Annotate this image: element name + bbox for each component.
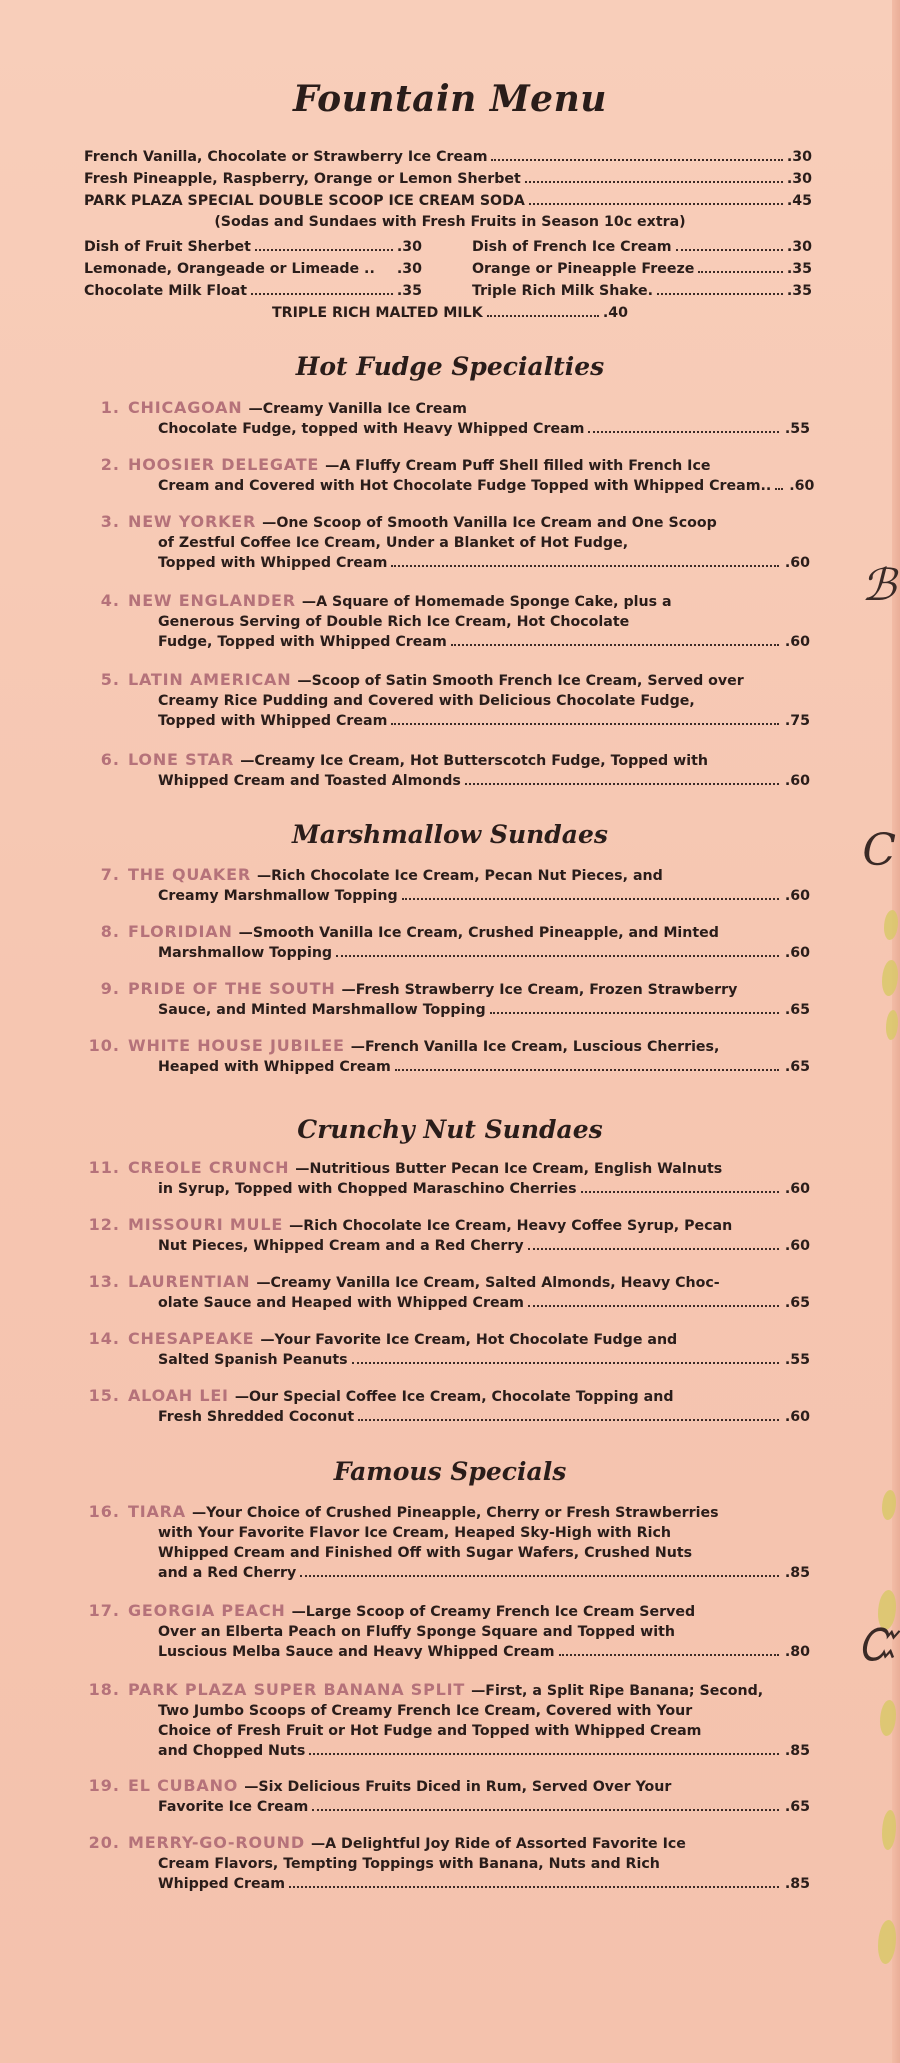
- item-line: [128, 1874, 810, 1894]
- item-text: —Nutritious Butter Pecan Ice Cream, English Walnuts: [295, 1161, 723, 1177]
- item-line: [128, 533, 810, 553]
- item-line: [128, 771, 810, 791]
- item-text: —Six Delicious Fruits Diced in Rum, Served Over Your: [244, 1779, 672, 1795]
- dot-leader: [465, 774, 779, 785]
- decorative-script-mark: C: [862, 825, 896, 876]
- fountain-item-price: .30: [396, 239, 422, 255]
- fountain-item-text: Fresh Pineapple, Raspberry, Orange or Lemon Sherbet: [84, 171, 521, 187]
- item-text: olate Sauce and Heaped with Whipped Cream: [158, 1295, 524, 1311]
- item-text: Generous Serving of Double Rich Ice Cream, Hot Chocolate: [158, 614, 630, 630]
- item-text: Fresh Shredded Coconut: [158, 1409, 355, 1425]
- fountain-left-row: [84, 238, 422, 256]
- section-title: Famous Specials: [333, 1457, 567, 1486]
- dot-leader: [588, 422, 778, 433]
- fountain-item-text: Orange or Pineapple Freeze: [472, 261, 695, 277]
- item-line: [128, 1601, 810, 1622]
- item-line: [128, 1622, 810, 1642]
- item-description: [128, 922, 810, 963]
- item-number: 17.: [88, 1601, 120, 1620]
- item-line: [128, 1215, 810, 1236]
- item-text: —Large Scoop of Creamy French Ice Cream Served: [291, 1604, 696, 1620]
- item-line: [128, 591, 810, 612]
- item-line: [128, 691, 810, 711]
- item-line: [128, 750, 810, 771]
- item-line: [128, 1000, 810, 1020]
- dot-leader: [358, 1410, 779, 1421]
- item-text: Heaped with Whipped Cream: [158, 1059, 391, 1075]
- item-text: Two Jumbo Scoops of Creamy French Ice Cream, Covered with Your: [158, 1703, 693, 1719]
- item-price: .65: [784, 1799, 810, 1815]
- item-name: LATIN AMERICAN: [128, 670, 292, 689]
- item-line: [128, 922, 810, 943]
- dot-leader: [352, 1353, 779, 1364]
- item-line: [128, 1272, 810, 1293]
- item-description: [128, 865, 810, 906]
- item-text: —Our Special Coffee Ice Cream, Chocolate Topping and: [234, 1389, 674, 1405]
- item-text: Whipped Cream and Finished Off with Sugar Wafers, Crushed Nuts: [158, 1545, 693, 1561]
- item-price: .60: [784, 888, 810, 904]
- fountain-item-price: .40: [602, 305, 628, 321]
- item-text: —One Scoop of Smooth Vanilla Ice Cream and One Scoop: [262, 515, 717, 531]
- decorative-script-mark: ℬ: [861, 560, 896, 611]
- item-line: [128, 1642, 810, 1662]
- item-text: —First, a Split Ripe Banana; Second,: [471, 1683, 764, 1699]
- item-description: [128, 979, 810, 1020]
- item-description: [128, 455, 815, 496]
- item-text: —Rich Chocolate Ice Cream, Pecan Nut Pieces, and: [256, 868, 663, 884]
- fountain-item-price: .45: [786, 193, 812, 209]
- dot-leader: [525, 172, 783, 183]
- dot-leader: [775, 479, 783, 490]
- item-description: [128, 591, 810, 652]
- item-line: [128, 1680, 810, 1701]
- item-line: [128, 1523, 810, 1543]
- item-line: [128, 1350, 810, 1370]
- dot-leader: [300, 1566, 779, 1577]
- item-number: 15.: [88, 1386, 120, 1405]
- fountain-right-row: [472, 282, 812, 300]
- item-text: in Syrup, Topped with Chopped Maraschino Cherries: [158, 1181, 577, 1197]
- dot-leader: [528, 1239, 779, 1250]
- item-number: 12.: [88, 1215, 120, 1234]
- item-line: [128, 1741, 810, 1761]
- item-line: [128, 1721, 810, 1741]
- item-text: —Creamy Vanilla Ice Cream: [248, 401, 467, 417]
- item-text: of Zestful Coffee Ice Cream, Under a Blanket of Hot Fudge,: [158, 535, 629, 551]
- dot-leader: [657, 284, 783, 295]
- item-text: Marshmallow Topping: [158, 945, 333, 961]
- item-text: Cream and Covered with Hot Chocolate Fudge Topped with Whipped Cream..: [158, 478, 772, 494]
- item-text: —A Square of Homemade Sponge Cake, plus a: [301, 594, 672, 610]
- item-line: [128, 1329, 810, 1350]
- item-text: —A Delightful Joy Ride of Assorted Favorite Ice: [310, 1836, 686, 1852]
- item-line: [128, 886, 810, 906]
- fountain-item-text: PARK PLAZA SPECIAL DOUBLE SCOOP ICE CREAM SODA: [84, 193, 525, 209]
- item-description: [128, 1329, 810, 1370]
- fountain-item-price: .30: [786, 239, 812, 255]
- item-price: .55: [784, 421, 810, 437]
- item-text: Over an Elberta Peach on Fluffy Sponge Square and Topped with: [158, 1624, 676, 1640]
- item-line: [128, 711, 810, 731]
- item-text: with Your Favorite Flavor Ice Cream, Heaped Sky-High with Rich: [158, 1525, 671, 1541]
- item-name: THE QUAKER: [128, 865, 251, 884]
- item-line: [128, 1833, 810, 1854]
- item-price: .55: [784, 1352, 810, 1368]
- item-text: and Chopped Nuts: [158, 1743, 306, 1759]
- item-price: .60: [784, 555, 810, 571]
- item-name: CHESAPEAKE: [128, 1329, 255, 1348]
- dot-leader: [528, 1296, 779, 1307]
- item-number: 8.: [100, 922, 120, 941]
- item-line: [128, 1293, 810, 1313]
- item-text: —French Vanilla Ice Cream, Luscious Cherries,: [350, 1039, 720, 1055]
- fountain-item-text: Dish of French Ice Cream: [472, 239, 672, 255]
- item-number: 11.: [88, 1158, 120, 1177]
- dot-leader: [289, 1877, 779, 1888]
- item-description: [128, 1215, 810, 1256]
- item-name: EL CUBANO: [128, 1776, 239, 1795]
- dot-leader: [698, 262, 783, 273]
- menu-title: Fountain Menu: [293, 78, 607, 120]
- dot-leader: [491, 150, 782, 161]
- section-title: Marshmallow Sundaes: [292, 820, 608, 849]
- fountain-item-price: .35: [786, 283, 812, 299]
- item-number: 13.: [88, 1272, 120, 1291]
- item-name: CREOLE CRUNCH: [128, 1158, 290, 1177]
- item-price: .65: [784, 1059, 810, 1075]
- item-line: [128, 1543, 810, 1563]
- item-number: 4.: [100, 591, 120, 610]
- item-line: [128, 1179, 810, 1199]
- item-line: [128, 1236, 810, 1256]
- item-name: FLORIDIAN: [128, 922, 233, 941]
- item-text: Cream Flavors, Tempting Toppings with Banana, Nuts and Rich: [158, 1856, 660, 1872]
- item-description: [128, 750, 810, 791]
- item-line: [128, 632, 810, 652]
- item-description: [128, 398, 810, 439]
- item-line: [128, 1701, 810, 1721]
- item-text: Fudge, Topped with Whipped Cream: [158, 634, 447, 650]
- item-line: [128, 1854, 810, 1874]
- item-line: [128, 1563, 810, 1583]
- item-line: [128, 1776, 810, 1797]
- fountain-row: [84, 192, 812, 210]
- dot-leader: [402, 889, 779, 900]
- fountain-item-price: .30: [786, 149, 812, 165]
- dot-leader: [581, 1182, 779, 1193]
- fountain-item-text: Lemonade, Orangeade or Limeade ..: [84, 261, 375, 277]
- fountain-right-row: [472, 260, 812, 278]
- item-price: .60: [784, 945, 810, 961]
- item-price: .75: [784, 713, 810, 729]
- item-number: 19.: [88, 1776, 120, 1795]
- dot-leader: [379, 262, 393, 273]
- fountain-left-row: [84, 260, 422, 278]
- section-title: Hot Fudge Specialties: [295, 352, 605, 381]
- item-number: 16.: [88, 1502, 120, 1521]
- dot-leader: [395, 1060, 779, 1071]
- item-number: 1.: [100, 398, 120, 417]
- item-name: TIARA: [128, 1502, 186, 1521]
- fountain-item-text: French Vanilla, Chocolate or Strawberry Ice Cream: [84, 149, 488, 165]
- dot-leader: [559, 1645, 779, 1656]
- item-text: —Your Favorite Ice Cream, Hot Chocolate Fudge and: [260, 1332, 678, 1348]
- item-text: —A Fluffy Cream Puff Shell filled with French Ice: [325, 458, 711, 474]
- item-price: .60: [784, 773, 810, 789]
- item-text: Luscious Melba Sauce and Heavy Whipped Cream: [158, 1644, 555, 1660]
- item-line: [128, 1057, 810, 1077]
- item-number: 2.: [100, 455, 120, 474]
- item-name: LONE STAR: [128, 750, 235, 769]
- dot-leader: [676, 240, 783, 251]
- fountain-malted-row: [272, 304, 628, 322]
- item-text: —Your Choice of Crushed Pineapple, Cherry or Fresh Strawberries: [191, 1505, 719, 1521]
- item-price: .60: [784, 1181, 810, 1197]
- item-line: [128, 1158, 810, 1179]
- decorative-script-mark: Ꮸ: [858, 1620, 896, 1671]
- item-description: [128, 1502, 810, 1583]
- dot-leader: [391, 556, 778, 567]
- item-text: —Creamy Vanilla Ice Cream, Salted Almonds, Heavy Choc-: [256, 1275, 720, 1291]
- item-number: 3.: [100, 512, 120, 531]
- item-line: [128, 943, 810, 963]
- item-text: —Smooth Vanilla Ice Cream, Crushed Pineapple, and Minted: [238, 925, 719, 941]
- item-line: [128, 512, 810, 533]
- dot-leader: [487, 306, 599, 317]
- item-description: [128, 1601, 810, 1662]
- dot-leader: [451, 635, 779, 646]
- item-text: Whipped Cream and Toasted Almonds: [158, 773, 461, 789]
- item-number: 6.: [100, 750, 120, 769]
- item-line: [128, 612, 810, 632]
- item-line: [128, 419, 810, 439]
- item-description: [128, 1036, 810, 1077]
- item-price: .60: [784, 1238, 810, 1254]
- item-description: [128, 1833, 810, 1894]
- item-name: GEORGIA PEACH: [128, 1601, 286, 1620]
- item-line: [128, 865, 810, 886]
- fountain-row: [84, 148, 812, 166]
- fountain-item-text: Dish of Fruit Sherbet: [84, 239, 251, 255]
- item-price: .60: [789, 478, 815, 494]
- item-text: Creamy Marshmallow Topping: [158, 888, 398, 904]
- fountain-item-text: Triple Rich Milk Shake.: [472, 283, 653, 299]
- item-line: [128, 1797, 810, 1817]
- item-description: [128, 1272, 810, 1313]
- dot-leader: [312, 1800, 779, 1811]
- item-price: .85: [784, 1876, 810, 1892]
- item-text: —Fresh Strawberry Ice Cream, Frozen Strawberry: [341, 982, 738, 998]
- item-text: Topped with Whipped Cream: [158, 555, 388, 571]
- item-name: MERRY-GO-ROUND: [128, 1833, 305, 1852]
- dot-leader: [255, 240, 393, 251]
- fountain-item-text: Chocolate Milk Float: [84, 283, 248, 299]
- item-number: 10.: [88, 1036, 120, 1055]
- dot-leader: [336, 946, 779, 957]
- fountain-row: [84, 170, 812, 188]
- dot-leader: [251, 284, 393, 295]
- item-price: .65: [784, 1295, 810, 1311]
- item-text: —Creamy Ice Cream, Hot Butterscotch Fudge, Topped with: [240, 753, 708, 769]
- item-price: .60: [784, 1409, 810, 1425]
- item-price: .65: [784, 1002, 810, 1018]
- dot-leader: [529, 194, 783, 205]
- item-description: [128, 512, 810, 573]
- dot-leader: [391, 714, 778, 725]
- fountain-item-price: .30: [786, 171, 812, 187]
- decorative-floral-sprig: [876, 1480, 900, 2000]
- item-name: HOOSIER DELEGATE: [128, 455, 320, 474]
- item-price: .60: [784, 634, 810, 650]
- fountain-item-price: .35: [396, 283, 422, 299]
- item-description: [128, 1680, 810, 1761]
- fountain-right-row: [472, 238, 812, 256]
- item-description: [128, 1776, 810, 1817]
- fountain-item-text: TRIPLE RICH MALTED MILK: [272, 305, 483, 321]
- item-description: [128, 1158, 810, 1199]
- item-name: CHICAGOAN: [128, 398, 243, 417]
- item-line: [128, 476, 815, 496]
- fountain-item-price: .35: [786, 261, 812, 277]
- item-description: [128, 1386, 810, 1427]
- item-text: Nut Pieces, Whipped Cream and a Red Cherry: [158, 1238, 524, 1254]
- item-text: —Scoop of Satin Smooth French Ice Cream, Served over: [297, 673, 744, 689]
- item-description: [128, 670, 810, 731]
- item-name: MISSOURI MULE: [128, 1215, 284, 1234]
- item-text: Salted Spanish Peanuts: [158, 1352, 348, 1368]
- item-text: —Rich Chocolate Ice Cream, Heavy Coffee Syrup, Pecan: [289, 1218, 733, 1234]
- item-name: LAURENTIAN: [128, 1272, 251, 1291]
- item-line: [128, 979, 810, 1000]
- item-number: 9.: [100, 979, 120, 998]
- item-name: PARK PLAZA SUPER BANANA SPLIT: [128, 1680, 466, 1699]
- item-line: [128, 670, 810, 691]
- item-text: Creamy Rice Pudding and Covered with Delicious Chocolate Fudge,: [158, 693, 695, 709]
- section-title: Crunchy Nut Sundaes: [297, 1115, 603, 1144]
- item-name: WHITE HOUSE JUBILEE: [128, 1036, 345, 1055]
- item-text: Sauce, and Minted Marshmallow Topping: [158, 1002, 486, 1018]
- item-name: NEW YORKER: [128, 512, 257, 531]
- item-text: Whipped Cream: [158, 1876, 286, 1892]
- item-number: 7.: [100, 865, 120, 884]
- item-line: [128, 1502, 810, 1523]
- fountain-note: (Sodas and Sundaes with Fresh Fruits in Season 10c extra): [214, 214, 686, 230]
- item-text: and a Red Cherry: [158, 1565, 297, 1581]
- item-text: Choice of Fresh Fruit or Hot Fudge and Topped with Whipped Cream: [158, 1723, 702, 1739]
- item-number: 18.: [88, 1680, 120, 1699]
- item-name: PRIDE OF THE SOUTH: [128, 979, 336, 998]
- item-line: [128, 1407, 810, 1427]
- item-line: [128, 553, 810, 573]
- item-text: Chocolate Fudge, topped with Heavy Whipped Cream: [158, 421, 585, 437]
- item-name: ALOAH LEI: [128, 1386, 229, 1405]
- decorative-floral-sprig: [880, 900, 900, 1060]
- dot-leader: [309, 1744, 779, 1755]
- item-text: Favorite Ice Cream: [158, 1799, 309, 1815]
- item-price: .80: [784, 1644, 810, 1660]
- item-text: Topped with Whipped Cream: [158, 713, 388, 729]
- dot-leader: [490, 1003, 779, 1014]
- item-name: NEW ENGLANDER: [128, 591, 296, 610]
- item-price: .85: [784, 1565, 810, 1581]
- item-line: [128, 398, 810, 419]
- item-line: [128, 1386, 810, 1407]
- item-line: [128, 1036, 810, 1057]
- item-line: [128, 455, 810, 476]
- item-price: .85: [784, 1743, 810, 1759]
- fountain-item-price: .30: [396, 261, 422, 277]
- item-number: 14.: [88, 1329, 120, 1348]
- item-number: 20.: [88, 1833, 120, 1852]
- fountain-left-row: [84, 282, 422, 300]
- item-number: 5.: [100, 670, 120, 689]
